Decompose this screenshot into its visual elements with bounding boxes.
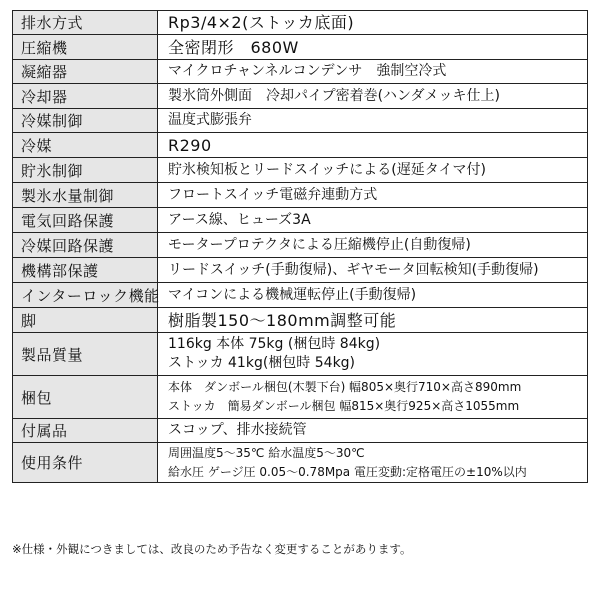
spec-label: 冷却器 [13,84,158,109]
spec-value-line: ストッカ 41kg(梱包時 54kg) [168,355,356,371]
spec-value [158,183,588,208]
spec-row [13,443,588,483]
spec-value-line: 全密閉形 680W [168,37,299,57]
spec-value [158,419,588,443]
spec-sheet [12,10,588,483]
spec-value-line: ストッカ 簡易ダンボール梱包 幅815×奥行925×高さ1055mm [168,399,520,413]
spec-label: 梱包 [13,376,158,419]
spec-value-line: 給水圧 ゲージ圧 0.05～0.78Mpa 電圧変動:定格電圧の±10%以内 [168,464,527,479]
spec-row [13,183,588,208]
spec-value [158,258,588,283]
spec-row [13,308,588,333]
spec-label: 貯氷制御 [13,158,158,183]
spec-value [158,133,588,158]
spec-value-line: 本体 ダンボール梱包(木製下台) 幅805×奥行710×高さ890mm [168,380,522,394]
spec-value-line: R290 [168,135,212,155]
spec-value [158,11,588,35]
spec-label: 付属品 [13,419,158,443]
spec-value-line: 貯氷検知板とリードスイッチによる(遅延タイマ付) [168,161,486,178]
spec-value-line: アース線、ヒューズ3A [168,211,311,228]
spec-label: 電気回路保護 [13,208,158,233]
spec-row [13,109,588,133]
spec-value-line: 樹脂製150～180mm調整可能 [168,310,397,330]
spec-value [158,443,588,483]
spec-value [158,84,588,109]
spec-value-line: マイクロチャンネルコンデンサ 強制空冷式 [168,63,447,79]
spec-value [158,233,588,258]
spec-row [13,333,588,376]
spec-table-body [13,11,588,483]
spec-row [13,283,588,308]
spec-row [13,60,588,84]
spec-value [158,60,588,84]
spec-row [13,376,588,419]
spec-value-line: Rp3/4×2(ストッカ底面) [168,13,355,32]
spec-label: 製氷水量制御 [13,183,158,208]
spec-label: 冷媒制御 [13,109,158,133]
spec-label: 排水方式 [13,11,158,35]
spec-row [13,133,588,158]
spec-value-line: 温度式膨張弁 [168,112,252,128]
spec-value-line: モータープロテクタによる圧縮機停止(自動復帰) [168,236,471,253]
spec-value-line: 周囲温度5～35℃ 給水温度5～30℃ [168,445,365,460]
spec-value [158,158,588,183]
spec-value-line: 製氷筒外側面 冷却パイプ密着巻(ハンダメッキ仕上) [168,87,500,104]
spec-label: 凝縮器 [13,60,158,84]
spec-label: 機構部保護 [13,258,158,283]
spec-row [13,35,588,60]
spec-value-line: フロートスイッチ電磁弁連動方式 [168,186,378,203]
spec-value [158,109,588,133]
spec-label: 圧縮機 [13,35,158,60]
spec-value [158,333,588,376]
spec-value-line: リードスイッチ(手動復帰)、ギヤモータ回転検知(手動復帰) [168,261,539,278]
spec-table [12,10,588,483]
spec-value [158,308,588,333]
spec-value [158,376,588,419]
spec-row [13,158,588,183]
spec-row [13,208,588,233]
spec-value [158,208,588,233]
spec-value-line: マイコンによる機械運転停止(手動復帰) [168,286,417,303]
spec-value-line: スコップ、排水接続管 [168,422,307,438]
spec-label: 脚 [13,308,158,333]
spec-row [13,11,588,35]
spec-row [13,233,588,258]
spec-row [13,258,588,283]
spec-label: 製品質量 [13,333,158,376]
spec-value-line: 116kg 本体 75kg (梱包時 84kg) [168,336,381,352]
spec-row [13,84,588,109]
spec-value [158,283,588,308]
spec-row [13,419,588,443]
spec-label: インターロック機能 [13,283,158,308]
spec-label: 冷媒回路保護 [13,233,158,258]
footnote: ※仕様・外観につきましては、改良のため予告なく変更することがあります。 [12,542,412,556]
spec-value [158,35,588,60]
spec-label: 使用条件 [13,443,158,483]
spec-label: 冷媒 [13,133,158,158]
